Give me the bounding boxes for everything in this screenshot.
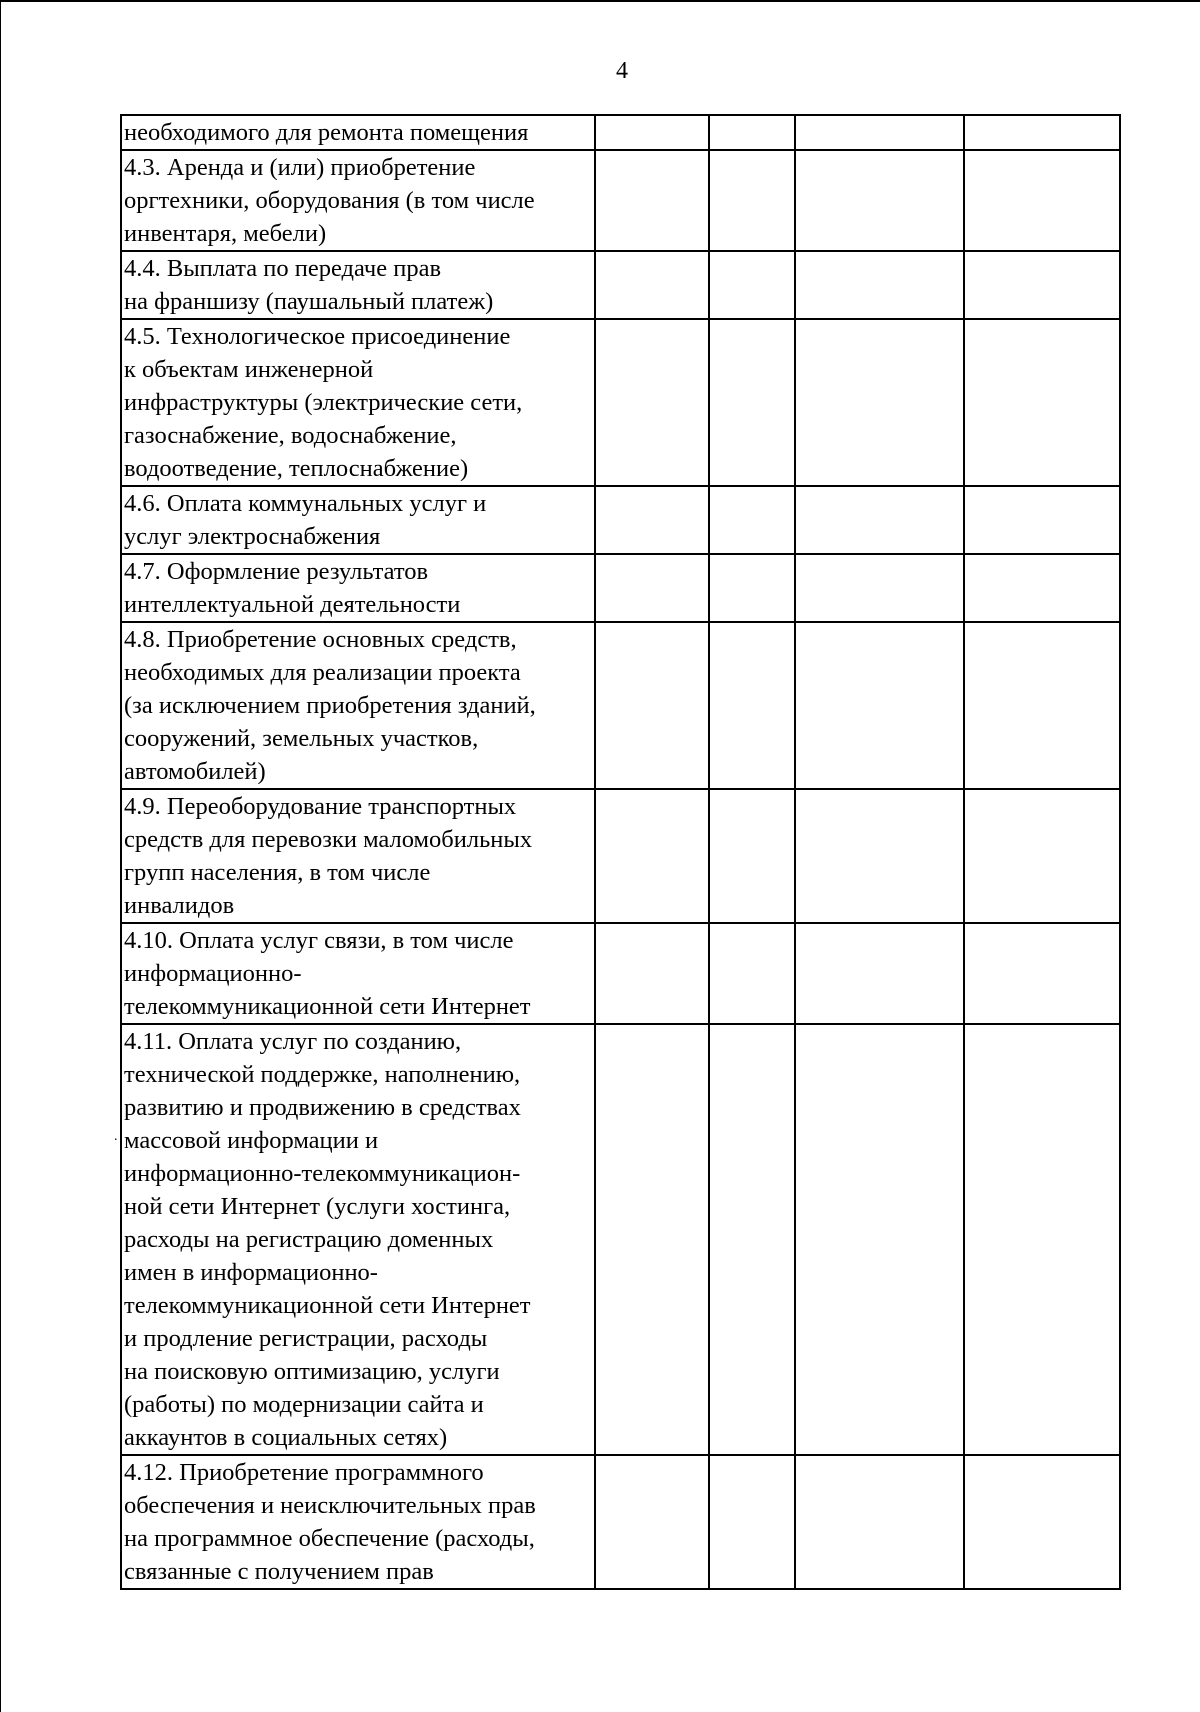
value-cell [964,622,1120,789]
value-cell [795,319,964,486]
value-cell [709,115,795,150]
page-left-border [0,0,1,1712]
table-row [121,789,1120,923]
value-cell [595,622,709,789]
table-row [121,1024,1120,1455]
value-cell [795,789,964,923]
table-row [121,622,1120,789]
value-cell [709,622,795,789]
expense-item-cell: 4.7. Оформление результатов интеллектуальной деятельности [121,554,595,622]
value-cell [964,1455,1120,1589]
expense-item-cell: необходимого для ремонта помещения [121,115,595,150]
scan-artifact-mark: . [114,1129,118,1144]
page-number: 4 [616,58,628,84]
table-row [121,554,1120,622]
value-cell [795,115,964,150]
value-cell [595,923,709,1024]
value-cell [964,554,1120,622]
value-cell [709,486,795,554]
expense-item-cell: 4.4. Выплата по передаче прав на франшизу (паушальный платеж) [121,251,595,319]
value-cell [795,622,964,789]
table-row [121,115,1120,150]
value-cell [595,1455,709,1589]
value-cell [795,554,964,622]
value-cell [709,1024,795,1455]
value-cell [709,251,795,319]
value-cell [709,923,795,1024]
value-cell [709,1455,795,1589]
table-row [121,486,1120,554]
value-cell [595,486,709,554]
value-cell [795,1455,964,1589]
value-cell [595,319,709,486]
value-cell [795,923,964,1024]
expense-item-cell: 4.12. Приобретение программного обеспечения и неисключительных прав на программное обеспечение (расходы, связанные с получением прав [121,1455,595,1589]
expense-item-cell: 4.11. Оплата услуг по созданию, технической поддержке, наполнению, развитию и продвижению в средствах массовой информации и информационно-телекоммуникацион- ной сети Интернет (услуги хостинга, расходы на регистрацию доменных имен в информационно- телекоммуникационной сети Интернет и продление регистрации, расходы на поисковую оптимизацию, услуги (работы) по модернизации сайта и аккаунтов в социальных сетях) [121,1024,595,1455]
expense-item-cell: 4.8. Приобретение основных средств, необходимых для реализации проекта (за исключением приобретения зданий, сооружений, земельных участков, автомобилей) [121,622,595,789]
value-cell [795,150,964,251]
value-cell [964,319,1120,486]
expense-item-cell: 4.6. Оплата коммунальных услуг и услуг электроснабжения [121,486,595,554]
expense-item-cell: 4.3. Аренда и (или) приобретение оргтехники, оборудования (в том числе инвентаря, мебели) [121,150,595,251]
expense-item-cell: 4.10. Оплата услуг связи, в том числе информационно- телекоммуникационной сети Интернет [121,923,595,1024]
expense-table [120,114,1121,1590]
expense-item-cell: 4.5. Технологическое присоединение к объектам инженерной инфраструктуры (электрические сети, газоснабжение, водоснабжение, водоотведение, теплоснабжение) [121,319,595,486]
value-cell [595,251,709,319]
value-cell [709,319,795,486]
value-cell [964,486,1120,554]
value-cell [595,150,709,251]
table-row [121,923,1120,1024]
value-cell [964,150,1120,251]
value-cell [795,486,964,554]
value-cell [964,115,1120,150]
value-cell [964,789,1120,923]
table-row [121,251,1120,319]
table-row [121,319,1120,486]
value-cell [595,1024,709,1455]
value-cell [795,251,964,319]
value-cell [964,251,1120,319]
value-cell [709,554,795,622]
expense-item-cell: 4.9. Переоборудование транспортных средств для перевозки маломобильных групп населения, в том числе инвалидов [121,789,595,923]
value-cell [795,1024,964,1455]
table-row [121,150,1120,251]
value-cell [709,150,795,251]
value-cell [709,789,795,923]
table-row [121,1455,1120,1589]
value-cell [595,789,709,923]
value-cell [595,115,709,150]
value-cell [964,923,1120,1024]
page-top-border [0,0,1200,2]
value-cell [595,554,709,622]
value-cell [964,1024,1120,1455]
